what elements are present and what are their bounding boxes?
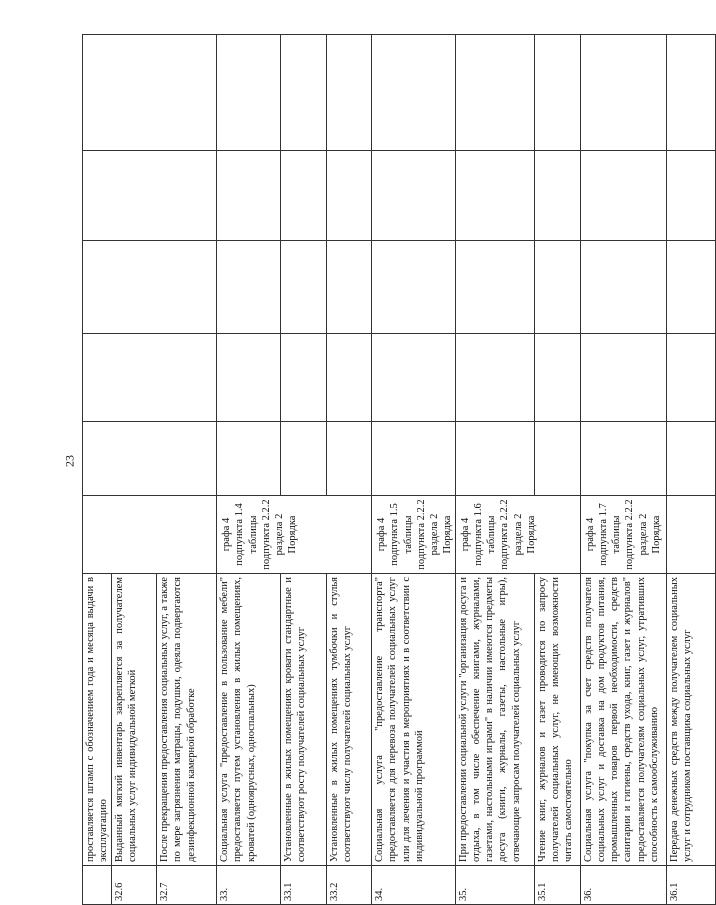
empty-cell — [535, 422, 581, 496]
empty-cell — [83, 422, 217, 496]
row-number — [83, 866, 112, 905]
row-reference: графа 4 подпункта 1.6 таблицы подпункта 2.2.2 раздела 2 Порядка — [456, 496, 581, 574]
row-description: Социальная услуга "предоставление транспорта" предоставляется для перевоза получателей социальных услуг или для лечения и участия в мероприятиях и в соответствии с индивидуальной программой — [372, 574, 456, 866]
row-reference — [83, 496, 217, 574]
row-number: 33.2 — [327, 866, 372, 905]
empty-cell — [535, 151, 581, 241]
row-reference — [667, 496, 716, 574]
empty-cell — [281, 422, 327, 496]
empty-cell — [667, 151, 716, 241]
row-number: 32.7 — [157, 866, 217, 905]
row-number: 33.1 — [281, 866, 327, 905]
empty-cell — [456, 422, 535, 496]
row-reference: графа 4 подпункта 1.7 таблицы подпункта 2.2.2 раздела 2 Порядка — [581, 496, 667, 574]
rotated-table-container — [82, 35, 694, 905]
empty-cell — [581, 151, 667, 241]
empty-cell — [281, 241, 327, 334]
empty-cell — [217, 35, 281, 151]
empty-cell — [83, 241, 217, 334]
table-row — [281, 35, 327, 905]
empty-cell — [535, 334, 581, 422]
empty-cell — [581, 334, 667, 422]
empty-cell — [581, 241, 667, 334]
empty-cell — [327, 241, 372, 334]
empty-cell — [456, 35, 535, 151]
empty-cell — [667, 422, 716, 496]
row-reference: графа 4 подпункта 1.5 таблицы подпункта 2.2.2 раздела 2 Порядка — [372, 496, 456, 574]
row-description: После прекращения предоставления социальных услуг, а также по мере загрязнения матрацы, подушки, одеяла подвергаются дезинфекционной камерной обработке — [157, 574, 217, 866]
empty-cell — [83, 334, 217, 422]
row-number: 33. — [217, 866, 281, 905]
row-number: 34. — [372, 866, 456, 905]
table-row — [327, 35, 372, 905]
empty-cell — [217, 422, 281, 496]
row-description: проставляется штамп с обозначением года и месяца выдачи в эксплуатацию — [83, 574, 112, 866]
empty-cell — [327, 35, 372, 151]
empty-cell — [535, 35, 581, 151]
empty-cell — [372, 35, 456, 151]
row-number: 36.1 — [667, 866, 716, 905]
row-description: Чтение книг, журналов и газет проводится по запросу получателей социальных услуг, не имеющих возможности читать самостоятельно — [535, 574, 581, 866]
empty-cell — [83, 35, 217, 151]
empty-cell — [281, 151, 327, 241]
table-row — [535, 35, 581, 905]
table-row — [83, 35, 112, 905]
row-number: 35.1 — [535, 866, 581, 905]
empty-cell — [456, 334, 535, 422]
empty-cell — [83, 151, 217, 241]
row-reference: графа 4 подпункта 1.4 таблицы подпункта 2.2.2 раздела 2 Порядка — [217, 496, 372, 574]
row-description: Передача денежных средств между получателем социальных услуг и сотрудником поставщика социальных услуг — [667, 574, 716, 866]
row-description: При предоставлении социальной услуги "организация досуга и отдыха, в том числе обеспечение книгами, журналами, газетами, настольными играми" в наличии имеются предметы досуга (книги, журналы, газеты, настольные игры), отвечающие запросам получателей социальных услуг — [456, 574, 535, 866]
row-description: Установленные в жилых помещениях тумбочки и стулья соответствуют числу получателей социальных услуг — [327, 574, 372, 866]
empty-cell — [581, 422, 667, 496]
empty-cell — [372, 422, 456, 496]
empty-cell — [281, 35, 327, 151]
row-description: Социальная услуга "покупка за счет средств получателя социальных услуг и доставка на дом продуктов питания, промышленных товаров первой необходимости, средств санитарии и гигиены, средств ухода, книг, газет и журналов" предоставляется получателям социальных услуг, утративших способность к самообслуживанию — [581, 574, 667, 866]
empty-cell — [327, 422, 372, 496]
empty-cell — [581, 35, 667, 151]
table-row — [581, 35, 667, 905]
page-number: 23 — [62, 455, 77, 467]
table-row — [217, 35, 281, 905]
empty-cell — [281, 334, 327, 422]
empty-cell — [456, 241, 535, 334]
row-number: 35. — [456, 866, 535, 905]
empty-cell — [372, 151, 456, 241]
table-row — [456, 35, 535, 905]
empty-cell — [667, 334, 716, 422]
table-row — [372, 35, 456, 905]
row-description: Установленные в жилых помещениях кровати стандартные и соответствуют росту получателей социальных услуг — [281, 574, 327, 866]
empty-cell — [456, 151, 535, 241]
empty-cell — [327, 334, 372, 422]
empty-cell — [372, 334, 456, 422]
table-row — [667, 35, 716, 905]
row-description: Социальная услуга "предоставление в пользование мебели" предоставляется путем установления в жилых помещениях, кроватей (одноярусных, односпальных) — [217, 574, 281, 866]
empty-cell — [217, 151, 281, 241]
empty-cell — [535, 241, 581, 334]
empty-cell — [327, 151, 372, 241]
empty-cell — [372, 241, 456, 334]
row-number: 36. — [581, 866, 667, 905]
empty-cell — [667, 35, 716, 151]
empty-cell — [667, 241, 716, 334]
requirements-table — [82, 34, 716, 905]
row-number: 32.6 — [112, 866, 157, 905]
empty-cell — [217, 241, 281, 334]
empty-cell — [217, 334, 281, 422]
row-description: Выданный мягкий инвентарь закрепляется за получателем социальных услуг индивидуальной меткой — [112, 574, 157, 866]
